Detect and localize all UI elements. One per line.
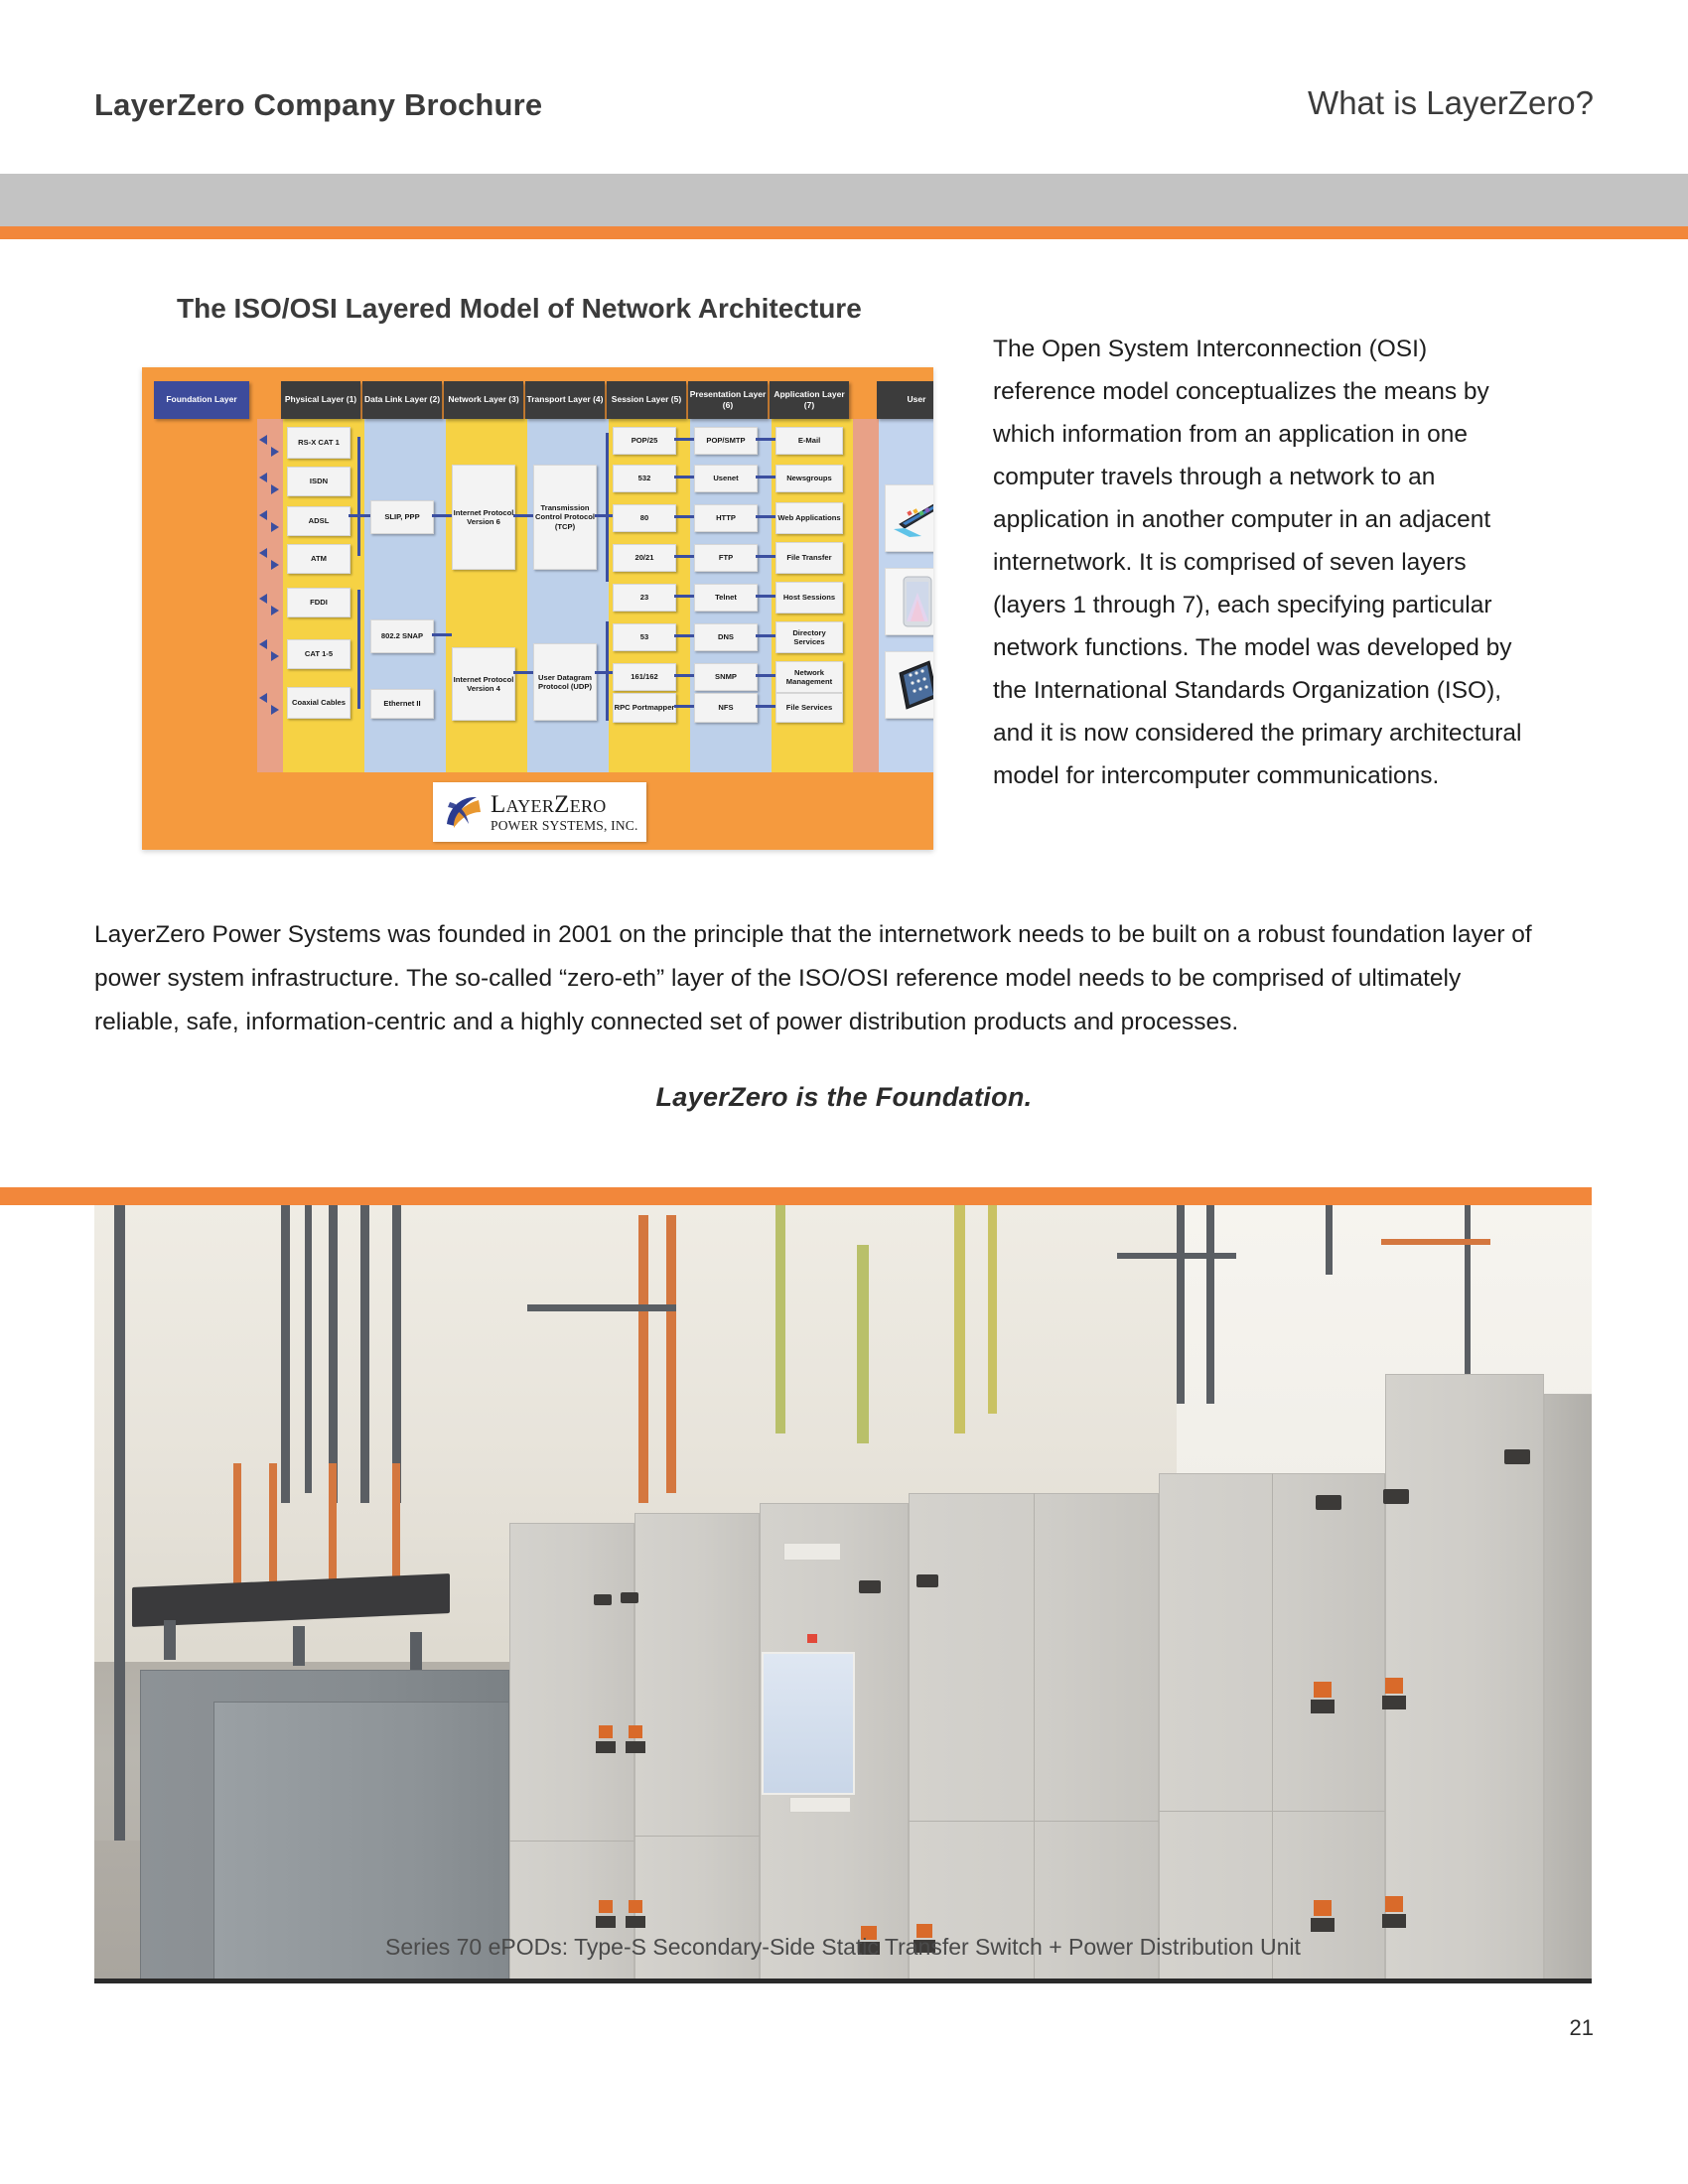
connector-rail-session-upper — [606, 433, 609, 582]
breaker-base-3 — [596, 1916, 616, 1928]
photo-cabinet-1 — [509, 1523, 634, 1979]
photo-cabinet-2 — [634, 1513, 760, 1979]
foundation-arrow-right-7 — [271, 705, 279, 715]
foundation-arrow-left-3 — [259, 510, 267, 520]
conduit-horizontal-2 — [1117, 1253, 1236, 1259]
pbox-datalink-2: Ethernet II — [370, 689, 434, 719]
pbox-physical-4: FDDI — [287, 588, 351, 617]
busduct-support-1 — [164, 1620, 176, 1660]
pbox-presentation-5: DNS — [694, 623, 758, 651]
pbox-session-4: 23 — [613, 584, 676, 612]
pbox-session-7: RPC Portmapper — [613, 693, 676, 723]
conduit-orange-4 — [392, 1463, 400, 1592]
foundation-arrow-right-3 — [271, 522, 279, 532]
conn-tr-ses — [595, 514, 613, 517]
cabinet-handle-3 — [859, 1580, 881, 1593]
pbox-presentation-0: POP/SMTP — [694, 427, 758, 455]
busduct-support-2 — [293, 1626, 305, 1666]
conduit-orange-horizontal — [1381, 1239, 1490, 1245]
pbox-physical-1: ISDN — [287, 467, 351, 496]
chip-session — [607, 381, 686, 419]
conduit-orange-tall-2 — [666, 1215, 676, 1493]
breaker-switch-10 — [1385, 1896, 1403, 1912]
pbox-presentation-3: FTP — [694, 544, 758, 572]
logo-line-1: LAYERZERO — [491, 790, 607, 818]
breaker-switch-1 — [599, 1725, 613, 1738]
photo-caption: Series 70 ePODs: Type-S Secondary-Side Static Transfer Switch + Power Distribution Unit — [385, 1934, 1301, 1960]
header-gray-band — [0, 174, 1688, 226]
chip-presentation — [688, 381, 768, 419]
chip-presentation-label: Presentation Layer (6) — [689, 388, 767, 410]
conduit-4 — [360, 1205, 369, 1503]
conn-p5 — [756, 634, 775, 637]
pbox-presentation-1: Usenet — [694, 465, 758, 492]
lane-divider-right — [853, 419, 879, 772]
page-header — [0, 0, 1688, 174]
conn-net-tr2 — [513, 671, 533, 674]
chip-transport-label: Transport Layer (4) — [526, 394, 604, 405]
chip-user-label: User — [907, 394, 926, 405]
pbox-session-0: POP/25 — [613, 427, 676, 455]
conn-s7 — [674, 705, 694, 708]
photo-bottom-rule — [94, 1979, 1592, 1983]
section-heading: What is LayerZero? — [1308, 84, 1594, 121]
pbox-session-5: 53 — [613, 623, 676, 651]
foundation-arrow-left-5 — [259, 594, 267, 604]
conduit-5 — [392, 1205, 401, 1503]
breaker-base-2 — [626, 1741, 645, 1753]
pbox-physical-6: Coaxial Cables — [287, 687, 351, 719]
pbox-session-1: 532 — [613, 465, 676, 492]
breaker-base-7 — [1311, 1700, 1335, 1713]
pbox-physical-2: ADSL — [287, 506, 351, 536]
chip-user — [877, 381, 933, 419]
breaker-base-4 — [626, 1916, 645, 1928]
device-smartphone — [885, 568, 933, 635]
photo-cabinet-6-side — [1544, 1394, 1592, 1979]
conn-p6 — [756, 674, 775, 677]
breaker-base-1 — [596, 1741, 616, 1753]
cabinet-vertical-seam-2 — [1034, 1493, 1035, 1979]
company-foundation-paragraph: LayerZero Power Systems was founded in 2001 on the principle that the internetwork needs to be built on a robust foundation layer of power system infrastructure. The so-called “zero-eth” layer of the ISO/OSI reference model needs to be comprised of ultimately reliable, safe, information-centric and a highly connected set of power distribution products and processes. — [94, 921, 1532, 1035]
tagline: LayerZero is the Foundation. — [655, 1082, 1033, 1112]
foundation-arrow-right-2 — [271, 484, 279, 494]
conn-p2 — [756, 515, 775, 518]
chip-network — [444, 381, 523, 419]
conn-s5 — [674, 634, 694, 637]
chip-foundation-left-label: Foundation Layer — [166, 394, 237, 405]
osi-description-paragraph: The Open System Interconnection (OSI) reference model conceptualizes the means by which information from an application in one computer travels through a network to an application in another computer in an adjacent internetwork. It is comprised of seven layers (layers 1 through 7), each specifying particular network functions. The model was developed by the International Standards Organization (ISO), and it is now considered the primary architectural model for intercomputer communications. — [993, 336, 1522, 789]
conn-net-tr — [513, 514, 533, 517]
conn-s0 — [674, 438, 694, 441]
cabinet-vertical-seam-1 — [1272, 1473, 1273, 1979]
pbox-transport-0: Transmission Control Protocol (TCP) — [533, 465, 597, 570]
breaker-base-9 — [1311, 1918, 1335, 1932]
conduit-6 — [1177, 1205, 1185, 1404]
foundation-arrow-left-6 — [259, 639, 267, 649]
cabinet-handle-1 — [594, 1594, 612, 1605]
logo-line-2: POWER SYSTEMS, INC. — [491, 817, 638, 833]
conn-s3 — [674, 555, 694, 558]
photo-touchscreen-hmi — [762, 1652, 855, 1795]
pbox-physical-3: ATM — [287, 544, 351, 574]
conduit-3 — [329, 1205, 338, 1503]
osi-diagram-body — [154, 373, 926, 772]
pbox-application-3: File Transfer — [775, 542, 843, 574]
foundation-arrow-right-5 — [271, 606, 279, 615]
breaker-switch-2 — [629, 1725, 642, 1738]
photo-nameplate — [783, 1543, 841, 1561]
conn-s6 — [674, 674, 694, 677]
conduit-horizontal-1 — [527, 1304, 676, 1311]
conduit-7 — [1206, 1205, 1214, 1404]
busduct-support-3 — [410, 1632, 422, 1672]
photo-nameplate-2 — [789, 1797, 851, 1813]
laptop-device-icon — [892, 498, 933, 538]
layerzero-logo-text — [491, 792, 638, 833]
conduit-left-riser — [114, 1205, 125, 1841]
pbox-application-5: Directory Services — [775, 621, 843, 653]
breaker-switch-7 — [1314, 1682, 1332, 1698]
pbox-presentation-2: HTTP — [694, 504, 758, 532]
foundation-arrow-left-7 — [259, 693, 267, 703]
conduit-green-1 — [775, 1205, 785, 1433]
conduit-2 — [305, 1205, 312, 1493]
chip-transport — [525, 381, 605, 419]
conn-p3 — [756, 555, 775, 558]
device-laptop — [885, 484, 933, 552]
chip-network-label: Network Layer (3) — [448, 394, 519, 405]
header-orange-rule — [0, 226, 1688, 239]
conn-tr-ses2 — [595, 671, 613, 674]
diagram-title: The ISO/OSI Layered Model of Network Architecture — [177, 293, 862, 324]
breaker-base-8 — [1382, 1696, 1406, 1709]
lane-foundation-left — [154, 419, 257, 772]
conn-s4 — [674, 595, 694, 598]
chip-physical-label: Physical Layer (1) — [284, 394, 357, 405]
conduit-orange-tall-1 — [638, 1215, 648, 1503]
electrical-switchgear-room-photo — [94, 1205, 1592, 1979]
pbox-session-6: 161/162 — [613, 663, 676, 691]
conn-p1 — [756, 476, 775, 478]
conduit-green-2 — [857, 1245, 869, 1443]
smartphone-device-icon — [901, 575, 933, 628]
layerzero-logo — [433, 782, 646, 842]
conn-p7 — [756, 705, 775, 708]
chip-foundation-left — [154, 381, 249, 419]
pbox-session-3: 20/21 — [613, 544, 676, 572]
breaker-switch-3 — [599, 1900, 613, 1913]
cabinet-handle-6 — [1383, 1489, 1409, 1504]
pbox-presentation-7: NFS — [694, 693, 758, 723]
breaker-base-10 — [1382, 1914, 1406, 1928]
chip-datalink-label: Data Link Layer (2) — [363, 394, 441, 405]
connector-rail-physical-upper — [357, 437, 360, 556]
foundation-arrow-left-4 — [259, 548, 267, 558]
chip-application — [770, 381, 849, 419]
conduit-yellow-2 — [988, 1205, 997, 1414]
device-tablet — [885, 651, 933, 719]
breaker-switch-8 — [1385, 1678, 1403, 1694]
foundation-arrow-left-1 — [259, 435, 267, 445]
pbox-application-6: Network Management — [775, 661, 843, 693]
chip-physical — [281, 381, 360, 419]
pbox-presentation-6: SNMP — [694, 663, 758, 691]
pbox-application-4: Host Sessions — [775, 582, 843, 614]
conduit-1 — [281, 1205, 290, 1503]
conn-s1 — [674, 476, 694, 478]
breaker-switch-4 — [629, 1900, 642, 1913]
conn-phys-dl — [349, 514, 370, 517]
foundation-arrow-right-1 — [271, 447, 279, 457]
pbox-datalink-1: 802.2 SNAP — [370, 619, 434, 653]
foundation-arrow-right-4 — [271, 560, 279, 570]
pbox-physical-5: CAT 1-5 — [287, 639, 351, 669]
lane-datalink — [364, 419, 446, 772]
chip-datalink — [362, 381, 442, 419]
conn-dl-net — [432, 514, 452, 517]
pbox-transport-1: User Datagram Protocol (UDP) — [533, 643, 597, 721]
foundation-arrow-left-2 — [259, 473, 267, 482]
pbox-application-7: File Services — [775, 693, 843, 723]
conduit-8 — [1326, 1205, 1333, 1275]
cabinet-seam-2 — [634, 1836, 760, 1837]
conn-p4 — [756, 595, 775, 598]
cabinet-handle-4 — [916, 1574, 938, 1587]
pbox-application-1: Newsgroups — [775, 465, 843, 492]
layerzero-swirl-logo-icon — [441, 790, 485, 834]
conn-dl-net2 — [432, 633, 452, 636]
pbox-datalink-0: SLIP, PPP — [370, 500, 434, 534]
pbox-presentation-4: Telnet — [694, 584, 758, 612]
pbox-network-0: Internet Protocol Version 6 — [452, 465, 515, 570]
pbox-application-0: E-Mail — [775, 427, 843, 455]
conn-p0 — [756, 438, 775, 441]
pbox-application-2: Web Applications — [775, 502, 843, 534]
chip-session-label: Session Layer (5) — [611, 394, 682, 405]
chip-application-label: Application Layer (7) — [774, 388, 845, 410]
osi-diagram — [142, 367, 933, 850]
tablet-device-icon — [894, 659, 933, 711]
cabinet-handle-7 — [1504, 1449, 1530, 1464]
conduit-yellow-1 — [954, 1205, 965, 1433]
photo-cabinet-6 — [1385, 1374, 1544, 1979]
page-number: 21 — [1569, 2015, 1594, 2040]
conduit-orange-1 — [233, 1463, 241, 1602]
photo-status-led — [807, 1634, 817, 1643]
pbox-physical-0: RS-X CAT 1 — [287, 427, 351, 459]
photo-orange-rule — [0, 1187, 1592, 1205]
cabinet-handle-5 — [1316, 1495, 1341, 1510]
pbox-network-1: Internet Protocol Version 4 — [452, 647, 515, 721]
cabinet-handle-2 — [621, 1592, 638, 1603]
connector-rail-physical-lower — [357, 590, 360, 709]
conn-s2 — [674, 515, 694, 518]
cabinet-seam-1 — [509, 1841, 634, 1842]
breaker-switch-9 — [1314, 1900, 1332, 1916]
page-title: LayerZero Company Brochure — [94, 87, 543, 122]
foundation-arrow-right-6 — [271, 651, 279, 661]
pbox-session-2: 80 — [613, 504, 676, 532]
